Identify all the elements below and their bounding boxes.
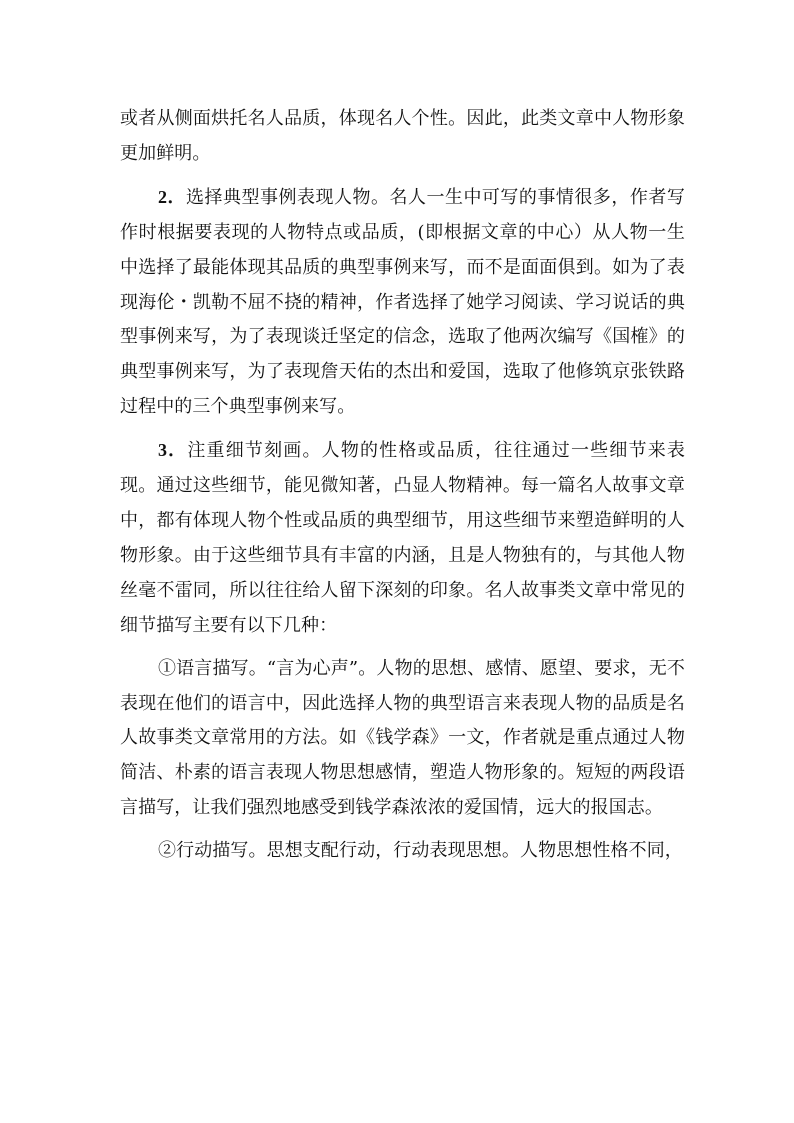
paragraph-point-2 [120, 180, 685, 425]
paragraph-marker: ① [158, 657, 177, 679]
document-page [120, 102, 685, 1052]
paragraph-number: 2． [158, 186, 186, 207]
paragraph-number: 3． [158, 440, 188, 461]
paragraph-text: 选择典型事例表现人物。名人一生中可写的事情很多，作者写作时根据要表现的人物特点或品质，(即根据文章的中心）从人物一生中选择了最能体现其品质的典型事例来写，而不是面面俱到。如为了表现海伦・凯勒不屈不挠的精神，作者选择了她学习阅读、学习说话的典型事例来写，为了表现谈迁坚定的信念，选取了他两次编写《国榷》的典型事例来写，为了表现詹天佑的杰出和爱国，选取了他修筑京张铁路过程中的三个典型事例来写。 [120, 186, 685, 418]
paragraph-text: 或者从侧面烘托名人品质，体现名人个性。因此，此类文章中人物形象更加鲜明。 [120, 108, 685, 164]
paragraph-text: 语言描写。“言为心声”。人物的思想、感情、愿望、要求，无不表现在他们的语言中，因此选择人物的典型语言来表现人物的品质是名人故事类文章常用的方法。如《钱学森》一文，作者就是重点通过人物简洁、朴素的语言表现人物思想感情，塑造人物形象的。短短的两段语言描写，让我们强烈地感受到钱学森浓浓的爱国情，远大的报国志。 [120, 657, 685, 819]
paragraph-subpoint-2 [120, 834, 685, 869]
paragraph-subpoint-1 [120, 652, 685, 827]
paragraph-marker: ② [158, 840, 177, 862]
paragraph-text: 行动描写。思想支配行动，行动表现思想。人物思想性格不同， [176, 840, 683, 862]
paragraph-point-3 [120, 433, 685, 643]
paragraph-continuation [120, 102, 685, 172]
paragraph-text: 注重细节刻画。人物的性格或品质，往往通过一些细节来表现。通过这些细节，能见微知著，凸显人物精神。每一篇名人故事文章中，都有体现人物个性或品质的典型细节，用这些细节来塑造鲜明的人物形象。由于这些细节具有丰富的内涵，且是人物独有的，与其他人物丝毫不雷同，所以往往给人留下深刻的印象。名人故事类文章中常见的细节描写主要有以下几种： [120, 440, 685, 636]
